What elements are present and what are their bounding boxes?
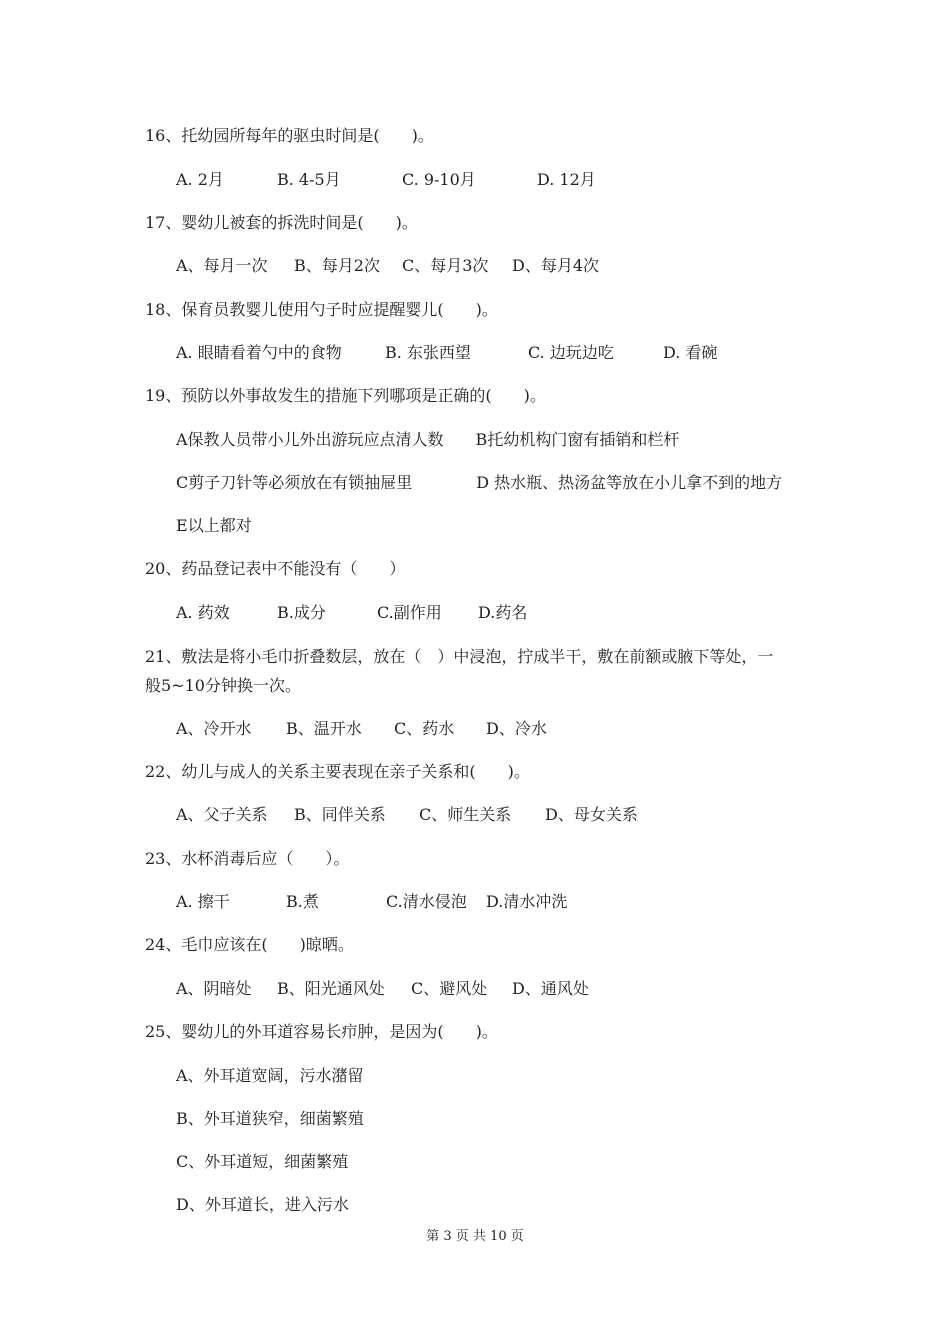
q19-line-1: A保教人员带小儿外出游玩应点清人数 B托幼机构门窗有插销和栏杆 <box>176 430 680 449</box>
q20-option-c: C.副作用 <box>377 603 442 622</box>
q20-option-a: A. 药效 <box>176 603 230 622</box>
q19-line-3: E以上都对 <box>176 516 252 535</box>
q25-option-a: A、外耳道宽阔，污水潴留 <box>176 1066 364 1085</box>
question-17: 17、婴幼儿被套的拆洗时间是( )。 <box>145 213 418 232</box>
q25-option-b: B、外耳道狭窄，细菌繁殖 <box>176 1109 364 1128</box>
question-23: 23、水杯消毒后应（ ）。 <box>145 849 350 868</box>
q24-option-d: D、通风处 <box>512 979 589 998</box>
q22-option-c: C、师生关系 <box>419 805 512 824</box>
q24-option-b: B、阳光通风处 <box>277 979 385 998</box>
q22-option-d: D、母女关系 <box>545 805 638 824</box>
q20-option-d: D.药名 <box>478 603 528 622</box>
question-20: 20、药品登记表中不能没有（ ） <box>145 559 406 578</box>
question-21: 21、敷法是将小毛巾折叠数层，放在（ ）中浸泡，拧成半干，敷在前额或腋下等处，一 <box>145 647 774 666</box>
q21-option-b: B、温开水 <box>286 719 362 738</box>
q16-option-b: B. 4-5月 <box>277 170 341 189</box>
q23-option-b: B.煮 <box>286 892 319 911</box>
q16-option-a: A. 2月 <box>176 170 224 189</box>
q18-option-c: C. 边玩边吃 <box>528 343 614 362</box>
q18-option-d: D. 看碗 <box>663 343 718 362</box>
question-24: 24、毛巾应该在( )晾晒。 <box>145 935 354 954</box>
q16-option-c: C. 9-10月 <box>402 170 476 189</box>
q17-option-c: C、每月3次 <box>402 256 489 275</box>
q21-option-a: A、冷开水 <box>176 719 252 738</box>
q17-option-b: B、每月2次 <box>294 256 380 275</box>
q23-option-a: A. 擦干 <box>176 892 230 911</box>
q21-option-d: D、冷水 <box>486 719 547 738</box>
q17-option-a: A、每月一次 <box>176 256 268 275</box>
question-16: 16、托幼园所每年的驱虫时间是( )。 <box>145 126 434 145</box>
page-number: 第 3 页 共 10 页 <box>426 1229 524 1244</box>
question-22: 22、幼儿与成人的关系主要表现在亲子关系和( )。 <box>145 762 530 781</box>
question-19: 19、预防以外事故发生的措施下列哪项是正确的( )。 <box>145 386 546 405</box>
q18-option-b: B. 东张西望 <box>385 343 471 362</box>
q24-option-a: A、阴暗处 <box>176 979 252 998</box>
q21-option-c: C、药水 <box>394 719 455 738</box>
q24-option-c: C、避风处 <box>411 979 488 998</box>
q20-option-b: B.成分 <box>277 603 326 622</box>
q23-option-d: D.清水冲洗 <box>486 892 568 911</box>
q25-option-c: C、外耳道短，细菌繁殖 <box>176 1152 349 1171</box>
q16-option-d: D. 12月 <box>537 170 596 189</box>
q23-option-c: C.清水侵泡 <box>386 892 467 911</box>
question-21-continued: 般5~10分钟换一次。 <box>145 676 301 695</box>
q19-line-2: C剪子刀针等必须放在有锁抽屉里 D 热水瓶、热汤盆等放在小儿拿不到的地方 <box>176 473 783 492</box>
question-25: 25、婴幼儿的外耳道容易长疖肿，是因为( )。 <box>145 1022 498 1041</box>
q18-option-a: A. 眼睛看着勺中的食物 <box>176 343 342 362</box>
q22-option-b: B、同伴关系 <box>294 805 386 824</box>
q22-option-a: A、父子关系 <box>176 805 268 824</box>
q25-option-d: D、外耳道长，进入污水 <box>176 1195 349 1214</box>
q17-option-d: D、每月4次 <box>512 256 600 275</box>
question-18: 18、保育员教婴儿使用勺子时应提醒婴儿( )。 <box>145 300 498 319</box>
